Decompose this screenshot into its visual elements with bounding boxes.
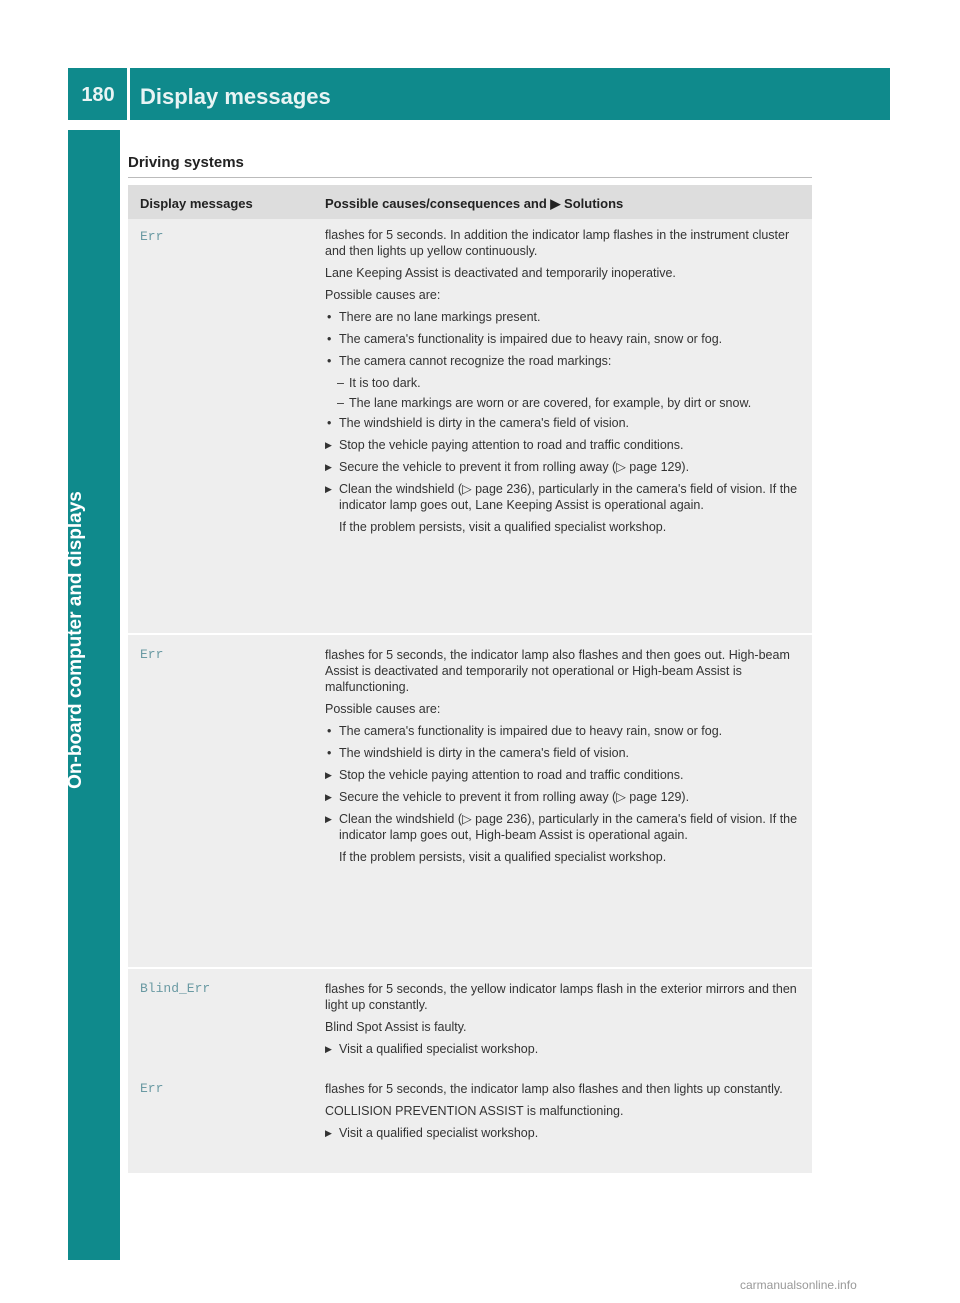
row-1-line: Lane Keeping Assist is deactivated and temporarily inoperative.	[325, 266, 676, 280]
row-3-body	[325, 981, 805, 1063]
row-1-line: ▶ Stop the vehicle paying attention to road and traffic conditions.	[325, 437, 805, 453]
header-divider	[127, 68, 130, 120]
row-1-line: • There are no lane markings present.	[325, 309, 805, 325]
row-1-line: • The windshield is dirty in the camera's field of vision.	[325, 415, 805, 431]
row-1-line: – It is too dark.	[325, 375, 805, 391]
page-number: 180	[81, 84, 115, 106]
row-3-line: Blind Spot Assist is faulty.	[325, 1020, 467, 1034]
row-1-line: – The lane markings are worn or are covered, for example, by dirt or snow.	[325, 395, 805, 411]
row-4-line: COLLISION PREVENTION ASSIST is malfunctioning.	[325, 1104, 624, 1118]
row-1-line: flashes for 5 seconds. In addition the indicator lamp flashes in the instrument cluster and then lights up yellow continuously.	[325, 228, 790, 258]
row-1-body	[325, 227, 805, 541]
row-2-line: • The camera's functionality is impaired due to heavy rain, snow or fog.	[325, 723, 805, 739]
col-header-messages: Display messages	[140, 196, 253, 211]
row-separator	[128, 967, 812, 969]
row-2-message: Err	[140, 647, 164, 662]
section-rule	[128, 177, 812, 178]
row-1-line: ▶ Clean the windshield (▷ page 236), particularly in the camera's field of vision. If the indicator lamp goes out, Lane Keeping Assist is operational again.	[325, 481, 805, 513]
row-1-line: Possible causes are:	[325, 288, 441, 302]
row-2-line: ▶ Clean the windshield (▷ page 236), particularly in the camera's field of vision. If the indicator lamp goes out, High-beam Assist is operational again.	[325, 811, 805, 843]
row-1-line: If the problem persists, visit a qualified specialist workshop.	[339, 520, 667, 534]
col-header-causes: Possible causes/consequences and ▶ Solutions	[325, 196, 624, 211]
messages-table	[128, 185, 812, 1173]
row-2-body	[325, 647, 805, 871]
row-4-line: flashes for 5 seconds, the indicator lamp also flashes and then lights up constantly.	[325, 1082, 783, 1096]
table-header	[128, 185, 812, 219]
row-4-body	[325, 1081, 805, 1147]
row-2-line: ▶ Stop the vehicle paying attention to road and traffic conditions.	[325, 767, 805, 783]
row-1-line: • The camera's functionality is impaired due to heavy rain, snow or fog.	[325, 331, 805, 347]
row-4-line: ▶ Visit a qualified specialist workshop.	[325, 1125, 805, 1141]
page-title: Display messages	[140, 84, 331, 109]
row-2-line: If the problem persists, visit a qualified specialist workshop.	[339, 850, 667, 864]
row-3-line: flashes for 5 seconds, the yellow indicator lamps flash in the exterior mirrors and then light up constantly.	[325, 982, 797, 1012]
row-2-line: ▶ Secure the vehicle to prevent it from rolling away (▷ page 129).	[325, 789, 805, 805]
row-2-line: flashes for 5 seconds, the indicator lamp also flashes and then goes out. High-beam Assist is deactivated and temporarily not operational or High-beam Assist is malfunctioning.	[325, 648, 790, 694]
row-2-line: • The windshield is dirty in the camera's field of vision.	[325, 745, 805, 761]
row-1-message: Err	[140, 229, 164, 244]
row-separator	[128, 633, 812, 635]
footer-watermark: carmanualsonline.info	[740, 1278, 857, 1292]
section-title: Driving systems	[128, 154, 244, 171]
row-1-line: ▶ Secure the vehicle to prevent it from rolling away (▷ page 129).	[325, 459, 805, 475]
row-4-message: Err	[140, 1081, 164, 1096]
row-3-message: Blind_Err	[140, 981, 211, 996]
row-1-line: • The camera cannot recognize the road markings:	[325, 353, 805, 369]
row-3-line: ▶ Visit a qualified specialist workshop.	[325, 1041, 805, 1057]
row-2-line: Possible causes are:	[325, 702, 441, 716]
